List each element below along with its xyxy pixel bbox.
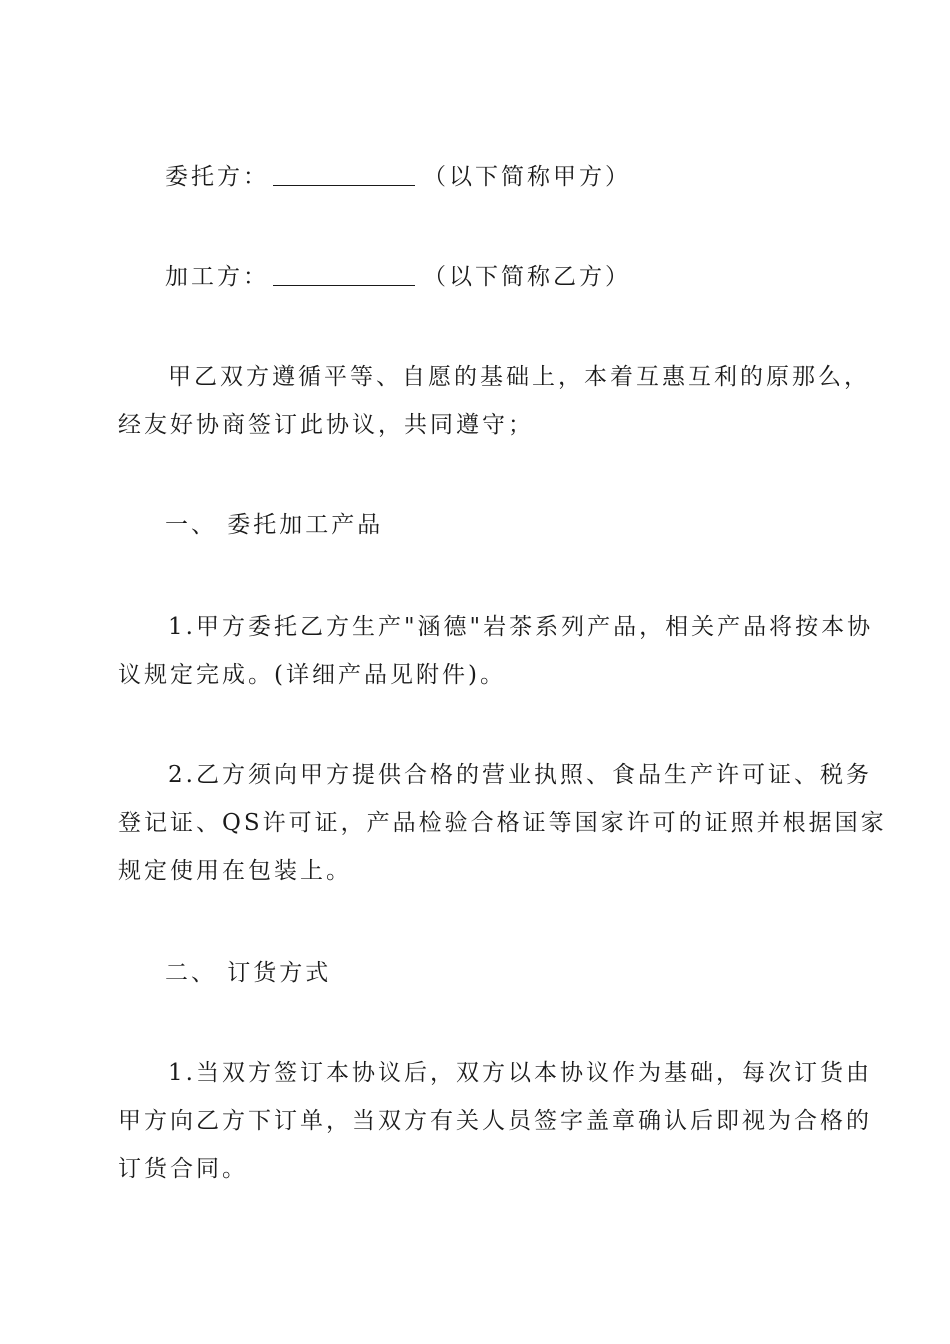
party-a-suffix: （以下简称甲方） bbox=[423, 164, 631, 190]
party-b-line bbox=[165, 262, 631, 292]
party-b-label: 加工方： bbox=[165, 264, 269, 290]
intro-line-2: 经友好协商签订此协议，共同遵守； bbox=[118, 412, 534, 438]
section-2-item-1-line-1: 1.当双方签订本协议后，双方以本协议作为基础，每次订货由 bbox=[168, 1060, 872, 1086]
party-b-blank bbox=[273, 265, 415, 286]
section-2-item-1-line-3: 订货合同。 bbox=[118, 1156, 248, 1182]
party-a-blank bbox=[273, 165, 415, 186]
section-1-item-2-line-2: 登记证、QS许可证，产品检验合格证等国家许可的证照并根据国家 bbox=[118, 810, 887, 836]
party-a-line bbox=[165, 162, 631, 192]
party-b-suffix: （以下简称乙方） bbox=[423, 264, 631, 290]
section-1-heading: 一、 委托加工产品 bbox=[165, 512, 384, 538]
section-2-item-1-line-2: 甲方向乙方下订单，当双方有关人员签字盖章确认后即视为合格的 bbox=[118, 1108, 872, 1134]
section-1-item-2-line-1: 2.乙方须向甲方提供合格的营业执照、食品生产许可证、税务 bbox=[168, 762, 872, 788]
intro-line-1: 甲乙双方遵循平等、自愿的基础上，本着互惠互利的原那么， bbox=[168, 364, 870, 390]
section-2-heading: 二、 订货方式 bbox=[165, 960, 332, 986]
section-1-item-1-line-1: 1.甲方委托乙方生产"涵德"岩茶系列产品，相关产品将按本协 bbox=[168, 614, 874, 640]
party-a-label: 委托方： bbox=[165, 164, 269, 190]
section-1-item-1-line-2: 议规定完成。(详细产品见附件)。 bbox=[118, 662, 506, 688]
section-1-item-2-line-3: 规定使用在包装上。 bbox=[118, 858, 352, 884]
